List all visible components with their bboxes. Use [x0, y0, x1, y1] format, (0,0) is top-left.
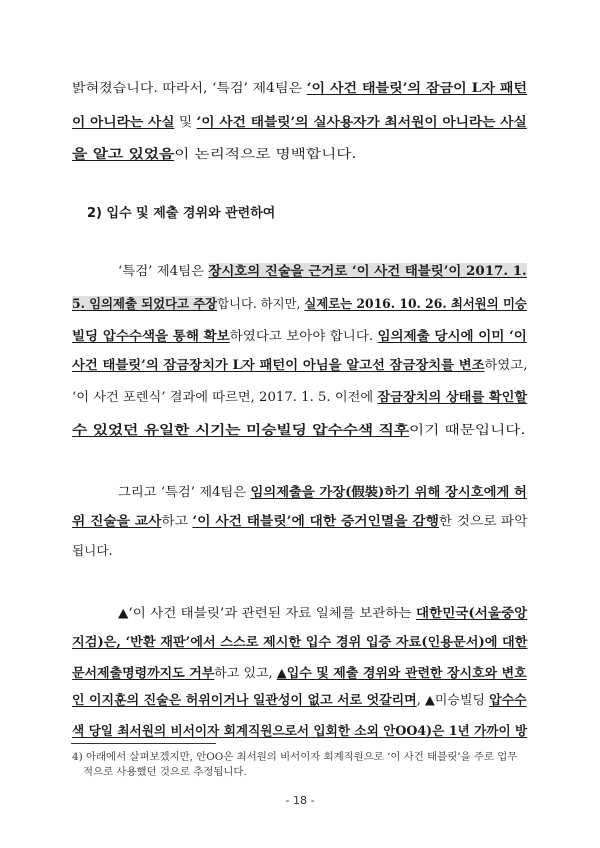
text-segment: 하고 있고,	[214, 665, 277, 680]
paragraph-2-line-4	[72, 356, 527, 374]
text-segment: 및	[174, 114, 197, 129]
text-segment: 이 논리적으로 명백합니다.	[174, 146, 357, 161]
emphasized-text: 대한민국(서울중앙	[416, 605, 528, 620]
text-segment: , ▲미승빌딩	[416, 692, 490, 707]
paragraph-2-line-2	[72, 295, 527, 313]
paragraph-2-line-1	[118, 262, 527, 280]
emphasized-text: 압수수	[489, 692, 527, 707]
emphasized-text: 실제로는 2016. 10. 26. 최서원의 미승	[304, 296, 527, 311]
emphasized-text: 위 진술을 교사	[72, 513, 162, 528]
text-segment: 그리고 ‘특검’ 제4팀은	[118, 484, 251, 499]
text-segment: ▲‘이 사건 태블릿’과 관련된 자료 일체를 보관하는	[118, 605, 417, 620]
emphasized-text: ‘이 사건 태블릿’에 대한 증거인멸을 감행	[192, 513, 439, 528]
emphasized-text: 임의제출을 가장(假裝)하기 위해 장시호에게 허	[250, 484, 527, 499]
emphasized-text: ‘이 사건 태블릿’의 잠금이 L자 패턴	[306, 80, 528, 95]
emphasized-text: 잠금장치의 상태를 확인할	[377, 389, 528, 404]
text-segment: 됩니다.	[72, 543, 113, 558]
emphasized-text: 장시호의 진술을 근거로 ‘이 사건 태블릿’이 2017. 1.	[208, 263, 527, 278]
emphasized-text: 이 아니라는 사실	[72, 114, 175, 129]
emphasized-text: 임의제출 당시에 이미 ‘이	[377, 328, 527, 343]
paragraph-4-line-4	[72, 691, 527, 709]
emphasized-text: 색 당일 최서원의 비서이자 회계직원으로서 입회한 소외 안OO4)은 1년 가까이 방	[72, 723, 528, 738]
paragraph-4-line-2	[72, 633, 527, 651]
paragraph-1-line-1	[72, 79, 527, 97]
paragraph-1-line-3	[72, 145, 357, 163]
text-segment: 하였다고 보아야 합니다.	[229, 328, 378, 343]
page-number: - 18 -	[285, 794, 315, 807]
emphasized-text: 인 이지훈의 진술은 허위이거나 일관성이 없고 서로 엇갈리며	[72, 692, 417, 707]
emphasized-text: 지검)은, ‘반환 재판’에서 스스로 제시한 입수 경위 입증 자료(인용문서)에 대한	[72, 634, 528, 649]
paragraph-3-line-2	[72, 512, 527, 530]
paragraph-4-line-5	[72, 722, 527, 740]
text-segment: 합니다. 하지만,	[217, 296, 305, 311]
text-segment: ‘이 사건 포렌식’ 결과에 따르면, 2017. 1. 5. 이전에	[72, 389, 378, 404]
emphasized-text: 문서제출명령까지도 거부	[72, 665, 215, 680]
text-segment: 한 것으로 파악	[438, 513, 528, 528]
paragraph-4-line-1	[118, 604, 527, 622]
paragraph-4-line-3	[72, 664, 527, 682]
text-segment: 하고	[161, 513, 193, 528]
section-heading: 2) 입수 및 제출 경위와 관련하여	[87, 206, 276, 221]
emphasized-text: ‘이 사건 태블릿’의 실사용자가 최서원이 아니라는 사실	[196, 114, 527, 129]
text-segment: 이기 때문입니다.	[409, 422, 526, 437]
text-segment: 밝혀졌습니다. 따라서, ‘특검’ 제4팀은	[72, 80, 307, 95]
emphasized-text: ▲입수 및 제출 경위와 관련한 장시호와 변호	[276, 665, 527, 680]
emphasized-text: 수 있었던 유일한 시기는 미승빌딩 압수수색 직후	[72, 422, 410, 437]
footnote-divider	[71, 743, 216, 744]
paragraph-2-line-5	[72, 388, 527, 406]
emphasized-text: 을 알고 있었음	[72, 146, 175, 161]
emphasized-text: 빌딩 압수수색을 통해 확보	[72, 328, 230, 343]
emphasized-text: 5. 임의제출 되었다고 주장	[72, 296, 218, 311]
paragraph-1-line-2	[72, 113, 527, 131]
text-segment: 하였고,	[484, 357, 528, 372]
paragraph-2-line-6	[72, 421, 525, 439]
paragraph-2-line-3	[72, 327, 527, 345]
text-segment: ‘특검’ 제4팀은	[118, 263, 209, 278]
footnote-line-1: 4) 아래에서 살펴보겠지만, 안OO은 최서원의 비서이자 회계직원으로 ‘이 사건 태블릿’을 주로 업무	[72, 751, 518, 763]
paragraph-3-line-1	[118, 483, 527, 501]
paragraph-3-line-3	[72, 542, 113, 560]
footnote-line-2: 적으로 사용했던 것으로 추정됩니다.	[83, 766, 247, 778]
emphasized-text: 사건 태블릿’의 잠금장치가 L자 패턴이 아님을 알고선 잠금장치를 변조	[72, 357, 485, 372]
